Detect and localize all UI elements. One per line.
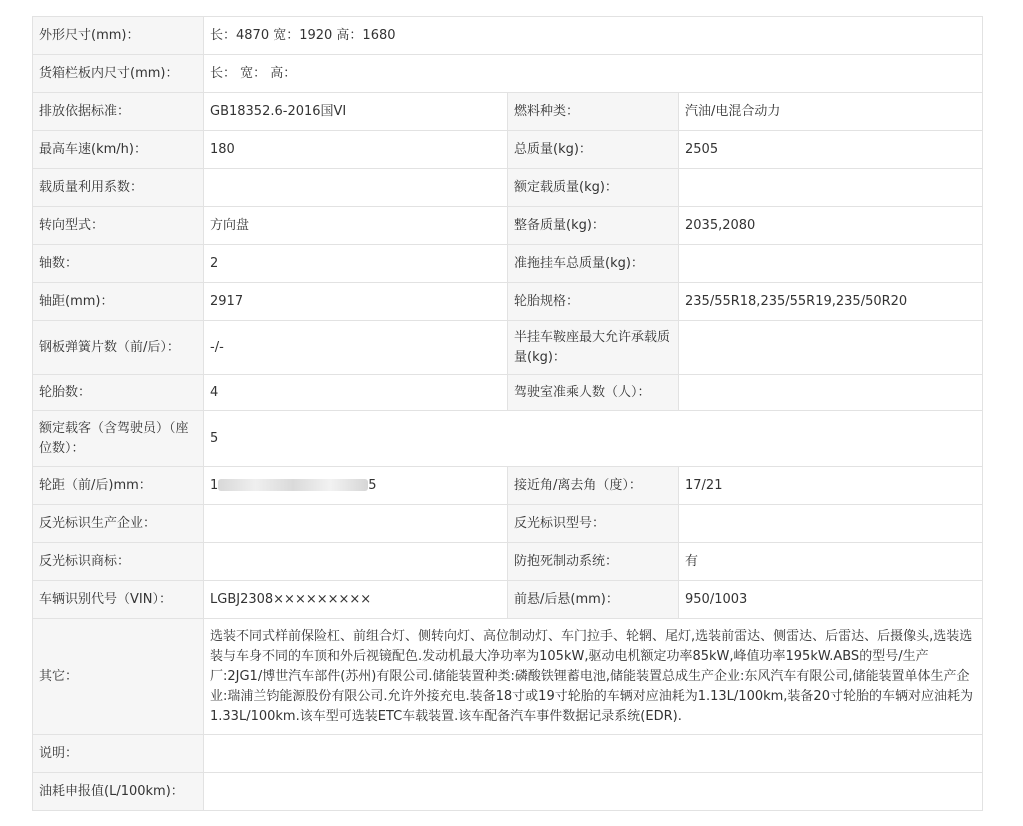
label-tire-count: 轮胎数： <box>33 375 204 411</box>
value-axle-count: 2 <box>204 245 508 283</box>
value-notes <box>204 735 983 773</box>
table-row <box>33 735 983 773</box>
table-row <box>33 55 983 93</box>
label-trailer-mass: 准拖挂车总质量(kg)： <box>508 245 679 283</box>
value-abs: 有 <box>679 543 983 581</box>
value-fuel-type: 汽油/电混合动力 <box>679 93 983 131</box>
label-cab-passengers: 驾驶室准乘人数（人）： <box>508 375 679 411</box>
label-max-speed: 最高车速(km/h)： <box>33 131 204 169</box>
label-reflector-brand: 反光标识商标： <box>33 543 204 581</box>
value-reflector-maker <box>204 505 508 543</box>
value-outer-dimensions: 长：4870 宽：1920 高：1680 <box>204 17 983 55</box>
table-row <box>33 17 983 55</box>
label-saddle-load: 半挂车鞍座最大允许承载质量(kg)： <box>508 321 679 375</box>
label-approach-departure-angle: 接近角/离去角（度）： <box>508 467 679 505</box>
value-rated-passengers: 5 <box>204 411 983 467</box>
label-outer-dimensions: 外形尺寸(mm)： <box>33 17 204 55</box>
label-fuel-type: 燃料种类： <box>508 93 679 131</box>
label-abs: 防抱死制动系统： <box>508 543 679 581</box>
value-cargo-box-dimensions: 长： 宽： 高： <box>204 55 983 93</box>
table-row <box>33 543 983 581</box>
label-tire-spec: 轮胎规格： <box>508 283 679 321</box>
label-notes: 说明： <box>33 735 204 773</box>
value-steering-type: 方向盘 <box>204 207 508 245</box>
label-track-width: 轮距（前/后)mm： <box>33 467 204 505</box>
blurred-region <box>218 479 368 491</box>
table-row <box>33 321 983 375</box>
label-other: 其它： <box>33 619 204 735</box>
value-other: 选装不同式样前保险杠、前组合灯、侧转向灯、高位制动灯、车门拉手、轮辋、尾灯,选装前雷达、侧雷达、后雷达、后摄像头,选装选装与车身不同的车顶和外后视镜配色.发动机最大净功率为105kW,驱动电机额定功率85kW,峰值功率195kW.ABS的型号/生产厂:2JG1/博世汽车部件(苏州)有限公司.储能装置种类:磷酸铁锂蓄电池,储能装置总成生产企业:东风汽车有限公司,储能装置单体生产企业:瑞浦兰钧能源股份有限公司.允许外接充电.装备18寸或19寸轮胎的车辆对应油耗为1.13L/100km,装备20寸轮胎的车辆对应油耗为1.33L/100km.该车型可选装ETC车载装置.该车配备汽车事件数据记录系统(EDR). <box>204 619 983 735</box>
table-row <box>33 131 983 169</box>
label-load-utilization: 载质量利用系数： <box>33 169 204 207</box>
value-trailer-mass <box>679 245 983 283</box>
label-fuel-consumption: 油耗申报值(L/100km)： <box>33 773 204 811</box>
label-gross-mass: 总质量(kg)： <box>508 131 679 169</box>
value-track-width-end: 5 <box>368 477 377 493</box>
label-reflector-model: 反光标识型号： <box>508 505 679 543</box>
label-reflector-maker: 反光标识生产企业： <box>33 505 204 543</box>
vehicle-spec-table <box>32 16 983 811</box>
label-wheelbase: 轴距(mm)： <box>33 283 204 321</box>
table-row <box>33 411 983 467</box>
value-gross-mass: 2505 <box>679 131 983 169</box>
label-cargo-box-dimensions: 货箱栏板内尺寸(mm)： <box>33 55 204 93</box>
value-track-width-start: 1 <box>210 477 219 493</box>
value-max-speed: 180 <box>204 131 508 169</box>
value-rated-load <box>679 169 983 207</box>
table-row <box>33 245 983 283</box>
label-rated-passengers: 额定载客（含驾驶员）（座位数）： <box>33 411 204 467</box>
label-emission-standard: 排放依据标准： <box>33 93 204 131</box>
table-row <box>33 773 983 811</box>
label-leaf-springs: 钢板弹簧片数（前/后）： <box>33 321 204 375</box>
table-row <box>33 283 983 321</box>
value-load-utilization <box>204 169 508 207</box>
table-row <box>33 93 983 131</box>
value-tire-spec: 235/55R18,235/55R19,235/50R20 <box>679 283 983 321</box>
value-reflector-model <box>679 505 983 543</box>
value-cab-passengers <box>679 375 983 411</box>
table-row <box>33 581 983 619</box>
value-reflector-brand <box>204 543 508 581</box>
value-vin: LGBJ2308××××××××× <box>204 581 508 619</box>
label-steering-type: 转向型式： <box>33 207 204 245</box>
value-saddle-load <box>679 321 983 375</box>
value-fuel-consumption <box>204 773 983 811</box>
table-row <box>33 169 983 207</box>
table-row <box>33 505 983 543</box>
table-row <box>33 207 983 245</box>
label-overhang: 前悬/后悬(mm)： <box>508 581 679 619</box>
value-approach-departure-angle: 17/21 <box>679 467 983 505</box>
value-overhang: 950/1003 <box>679 581 983 619</box>
label-rated-load: 额定载质量(kg)： <box>508 169 679 207</box>
table-row <box>33 375 983 411</box>
value-wheelbase: 2917 <box>204 283 508 321</box>
table-row <box>33 619 983 735</box>
label-vin: 车辆识别代号（VIN）： <box>33 581 204 619</box>
value-track-width <box>204 467 508 505</box>
value-leaf-springs: -/- <box>204 321 508 375</box>
label-curb-weight: 整备质量(kg)： <box>508 207 679 245</box>
label-axle-count: 轴数： <box>33 245 204 283</box>
value-curb-weight: 2035,2080 <box>679 207 983 245</box>
value-emission-standard: GB18352.6-2016国VI <box>204 93 508 131</box>
value-tire-count: 4 <box>204 375 508 411</box>
table-row <box>33 467 983 505</box>
